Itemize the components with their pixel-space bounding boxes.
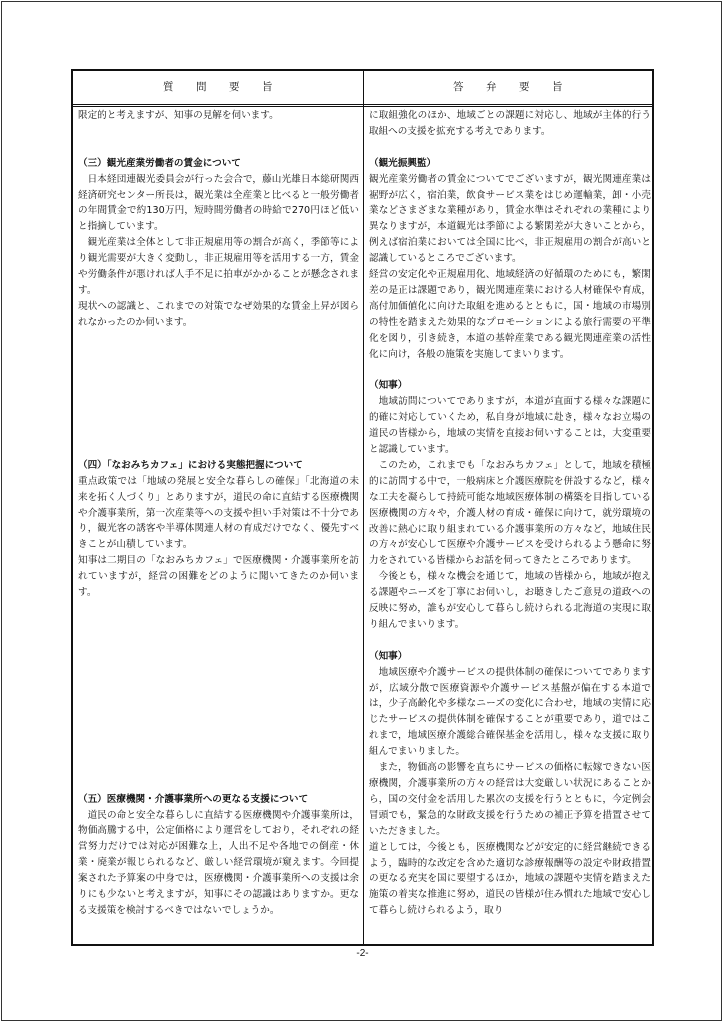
question-section-4-para-1: 重点政策では「地域の発展と安全な暮らしの確保」「北海道の未来を拓く人づくり」とありますが，道民の命に直結する医療機関や介護事業所，第一次産業等への支援や担い手対策は不十分であり，観光客の誘客や半導体関連人材の育成だけでなく、優先すべきことが山積しています。	[78, 475, 359, 551]
question-section-3-para-2: 観光産業は全体として非正規雇用等の割合が高く，季節等により観光需要が大きく変動し，非正規雇用等を活用する一方，賃金や労働条件が悪ければ人手不足に拍車がかかることが懸念されます。	[78, 237, 359, 296]
question-section-5-para-1: 道民の命と安全な暮らしに直結する医療機関や介護事業所は，物価高騰する中，公定価格により運営をしており，それぞれの経営努力だけでは対応が困難な上，人出不足や各地での倒産・休業・廃業が報じられるなど、厳しい経営環境が窺えます。今回提案された予算案の中身では，医療機関・介護事業所への支援は余りにも少ないと考えますが，知事にその認識はありますか。更なる支援策を検討するべきではないでしょうか。	[78, 809, 359, 916]
page-number: -2-	[356, 948, 369, 959]
question-section-3-para-3: 現状への認識と、これまでの対策でなぜ効果的な賃金上昇が図られなかったのか伺います。	[78, 300, 359, 328]
question-section-5-title: （五）医療機関・介護事業所への更なる支援について	[78, 793, 309, 805]
table-header	[73, 71, 652, 107]
column-divider	[363, 71, 364, 944]
question-column	[78, 108, 359, 919]
answer-section-4-para-1: 地域訪問についてでありますが，本道が直面する様々な課題に的確に対応していくため，私自身が地域に赴き，様々なお立場の道民の皆様から，地域の実情を直接お伺いすることは，大変重要と認識しています。	[369, 396, 651, 455]
question-continued: 限定的と考えますが、知事の見解を伺います。	[78, 110, 279, 121]
answer-column	[369, 108, 651, 919]
answer-section-3-para-1: 観光産業労働者の賃金についてでございますが，観光関連産業は裾野が広く，宿泊業，飲食サービス業をはじめ運輸業，卸・小売業などさまざまな業種があり，賃金水準はそれぞれの業種により異なりますが，本道観光は季節による繁閑差が大きいことから，例えば宿泊業においては全国に比べ，非正規雇用の割合が高いと認識しているところでございます。	[369, 173, 651, 265]
answer-section-4-para-3: 今後とも，様々な機会を通じて，地域の皆様から，地域が抱える課題やニーズを丁寧にお伺いし，お聴きしたご意見の道政への反映に努め，誰もが安心して暮らし続けられる北海道の実現に取り組んでまいります。	[369, 571, 651, 630]
question-section-3-para-1: 日本経団連観光委員会が行った会合で，藤山光雄日本総研関西経済研究センター所長は，観光業は全産業と比べると一般労働者の年間賃金で約130万円，短時間労働者の時給で270円ほど低いと指摘しています。	[78, 173, 359, 233]
answer-section-3-para-2: 経営の安定化や正規雇用化、地域経済の好循環のためにも，繁閑差の是正は課題であり，観光関連産業における人材確保や育成，高付加価値化に向けた取組を進めるとともに，国・地域の市場別の特性を踏まえた効果的なプロモーションによる旅行需要の平準化を図り，引き続き，本道の基幹産業である観光関連産業の活性化に向け，各般の施策を実施してまいります。	[369, 269, 651, 360]
answer-section-5-para-1: 地域医療や介護サービスの提供体制の確保についてでありますが，広域分散で医療資源や介護サービス基盤が偏在する本道では，少子高齢化や多様なニーズの変化に合わせ，地域の実情に応じたサービスの提供体制を確保することが重要であり，道ではこれまで，地域医療介護総合確保基金を活用し，様々な支援に取り組んでまいりました。	[369, 666, 651, 758]
answer-section-3-speaker: （観光振興監）	[369, 157, 437, 169]
answer-section-5-para-2: また，物価高の影響を直ちにサービスの価格に転嫁できない医療機関，介護事業所の方々の経営は大変厳しい状況にあることから，国の交付金を活用した累次の支援を行うとともに，今定例会冒頭でも，緊急的な財政支援を行うための補正予算を措置させていただきました。	[369, 762, 651, 837]
question-header: 質 問 要 旨	[163, 81, 273, 93]
answer-section-5-speaker: （知事）	[369, 650, 408, 662]
answer-continued: に取組強化のほか、地域ごとの課題に対応し、地域が主体的行う取組への支援を拡充する考えであります。	[369, 110, 651, 137]
answer-header: 答 弁 要 旨	[453, 81, 563, 93]
question-section-4-title: （四）「なおみちカフェ」における実態把握について	[78, 459, 303, 471]
question-section-3-title: （三）観光産業労働者の賃金について	[78, 157, 241, 169]
question-section-4-para-2: 知事は二期目の「なおみちカフェ」で医療機関・介護事業所を訪れていますが，経営の困難をどのように聞いてきたのか伺います。	[78, 555, 359, 599]
answer-section-4-para-2: このため，これまでも「なおみちカフェ」として，地域を積極的に訪問する中で，一般病床と介護医療院を併設するなど，様々な工夫を凝らして持続可能な地域医療体制の構築を目指している医療機関の方々や，介護人材の育成・確保に向けて，就労環境の改善に熱心に取り組まれている介護事業所の方々など，地域住民の方々が安心して医療や介護サービスを受けられるよう懸命に努力をされている皆様からお話を伺ってきたところであります。	[369, 459, 651, 567]
qa-table	[71, 69, 654, 946]
answer-section-4-speaker: （知事）	[369, 380, 408, 392]
answer-section-5-para-3: 道としては，今後とも，医療機関などが安定的に経営継続できるよう，臨時的な改定を含めた適切な診療報酬等の設定や財政措置の更なる充実を国に要望するほか，地域の課題や実情を踏まえた施策の着実な推進に努め，道民の皆様が住み慣れた地域で安心して暮らし続けられるよう，取り	[369, 841, 651, 917]
